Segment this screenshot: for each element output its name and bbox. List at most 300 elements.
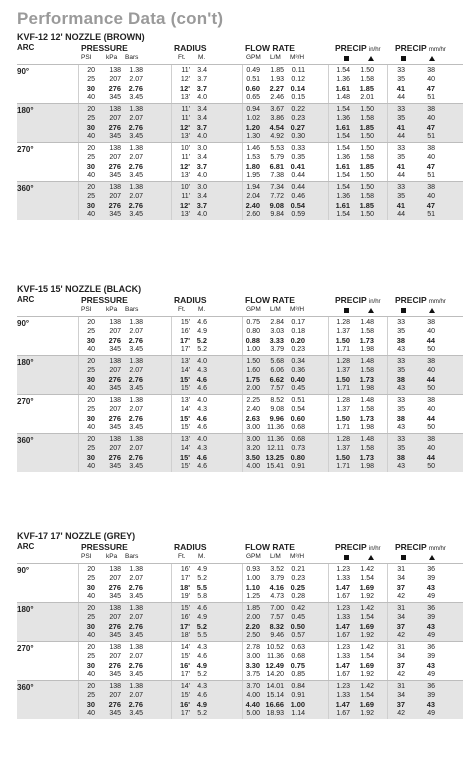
table-cell: 31: [397, 644, 405, 651]
table-cell: 0.60: [245, 84, 260, 93]
arc-group: [17, 641, 463, 680]
table-cell: 5.68: [270, 358, 284, 365]
table-cell: 3.45: [129, 593, 143, 600]
precip-in-header: [335, 43, 381, 55]
table-cell: 3.45: [129, 346, 143, 353]
table-cell: 11.36: [267, 424, 284, 431]
table-cell: 12.11: [267, 445, 284, 452]
table-cell: 276: [108, 622, 121, 631]
pressure-header: PRESSURE: [81, 295, 128, 305]
table-cell: 1.73: [359, 414, 374, 423]
nozzle-section: [17, 32, 463, 220]
table-cell: 1.71: [336, 385, 350, 392]
table-cell: 40: [87, 463, 95, 470]
flow-header: FLOW RATE: [245, 295, 295, 305]
arc-group: [17, 103, 463, 142]
arc-label: 90°: [17, 566, 30, 575]
table-cell: 0.75: [290, 661, 305, 670]
table-cell: 13': [180, 358, 190, 365]
table-cell: 0.57: [291, 632, 305, 639]
table-cell: 1.69: [359, 583, 374, 592]
table-cell: 38: [427, 436, 435, 443]
table-cell: 138: [109, 67, 121, 74]
table-cell: 4.9: [197, 566, 207, 573]
table-row: [17, 75, 463, 84]
table-cell: 1.54: [360, 575, 374, 582]
table-cell: 1.48: [336, 94, 350, 101]
table-cell: 40: [427, 154, 435, 161]
table-cell: 1.61: [335, 84, 350, 93]
arc-group: [17, 433, 463, 472]
table-cell: 0.35: [291, 154, 305, 161]
table-cell: 2.07: [129, 367, 143, 374]
table-cell: 0.51: [291, 397, 305, 404]
table-cell: 1.10: [245, 583, 260, 592]
table-cell: 2.78: [246, 644, 260, 651]
table-cell: 3.45: [129, 133, 143, 140]
table-cell: 4.0: [197, 397, 207, 404]
table-cell: 35: [397, 76, 405, 83]
table-cell: 20: [87, 319, 95, 326]
table-row: [17, 670, 463, 679]
table-cell: 0.44: [291, 184, 305, 191]
table-cell: 25: [87, 115, 95, 122]
table-cell: 1.61: [335, 201, 350, 210]
table-cell: 35: [397, 406, 405, 413]
table-cell: 43: [397, 424, 405, 431]
table-cell: 51: [427, 211, 435, 218]
precip-in-title: PRECIP: [335, 43, 367, 53]
table-row: [17, 414, 463, 423]
table-cell: 1.85: [359, 123, 374, 132]
table-cell: 4.9: [197, 328, 207, 335]
table-cell: 138: [109, 605, 121, 612]
table-cell: 0.93: [246, 566, 260, 573]
table-cell: 207: [109, 154, 121, 161]
table-row: [17, 444, 463, 453]
table-cell: 2.07: [129, 575, 143, 582]
table-cell: 30: [86, 453, 95, 462]
arc-label: 270°: [17, 145, 34, 154]
pressure-unit-label: Bars: [125, 306, 139, 313]
table-cell: 25: [87, 328, 95, 335]
table-cell: 0.23: [291, 346, 305, 353]
table-cell: 1.58: [360, 328, 374, 335]
table-cell: 3.7: [196, 123, 207, 132]
triangle-spacing-icon: [368, 554, 374, 563]
table-cell: 1.69: [359, 700, 374, 709]
table-cell: 2.07: [129, 445, 143, 452]
table-cell: 33: [397, 358, 405, 365]
table-cell: 49: [427, 710, 435, 717]
table-cell: 0.54: [290, 201, 305, 210]
table-cell: 0.68: [291, 424, 305, 431]
table-cell: 38: [427, 319, 435, 326]
table-cell: 0.75: [246, 319, 260, 326]
table-cell: 3.45: [129, 463, 143, 470]
table-cell: 4.9: [196, 700, 207, 709]
precip-mm-unit: mm/hr: [428, 47, 446, 53]
table-cell: 33: [397, 436, 405, 443]
table-cell: 13': [180, 172, 190, 179]
arc-label: 180°: [17, 605, 34, 614]
table-cell: 1.47: [335, 583, 350, 592]
table-cell: 2.07: [129, 614, 143, 621]
table-cell: 9.08: [269, 201, 284, 210]
table-cell: 25: [87, 154, 95, 161]
table-cell: 2.07: [129, 653, 143, 660]
table-cell: 1.73: [359, 453, 374, 462]
table-cell: 1.58: [360, 115, 374, 122]
section-title: KVF-15 15' NOZZLE (BLACK): [17, 284, 142, 294]
table-cell: 51: [427, 172, 435, 179]
table-cell: 4.6: [197, 605, 207, 612]
arc-group: [17, 142, 463, 181]
table-cell: 207: [109, 575, 121, 582]
table-cell: 39: [427, 692, 435, 699]
arc-header: ARC: [17, 43, 35, 52]
table-cell: 0.91: [291, 463, 305, 470]
table-cell: 2.07: [129, 193, 143, 200]
table-row: [17, 453, 463, 462]
table-cell: 35: [397, 328, 405, 335]
table-cell: 1.73: [359, 336, 374, 345]
flow-header: FLOW RATE: [245, 542, 295, 552]
table-cell: 1.00: [246, 575, 260, 582]
table-cell: 4.6: [197, 692, 207, 699]
table-cell: 38: [396, 453, 405, 462]
pressure-unit-label: kPa: [106, 54, 118, 61]
page-title: Performance Data (con't): [17, 9, 224, 28]
table-cell: 1.98: [360, 385, 374, 392]
table-cell: 138: [109, 683, 121, 690]
table-cell: 31: [397, 566, 405, 573]
table-cell: 5.8: [197, 593, 207, 600]
table-cell: 1.50: [360, 184, 374, 191]
table-cell: 25: [87, 193, 95, 200]
table-row: [17, 682, 463, 691]
table-cell: 4.6: [197, 424, 207, 431]
table-cell: 3.52: [270, 566, 284, 573]
square-spacing-icon: [344, 55, 349, 64]
table-cell: 138: [109, 106, 121, 113]
table-cell: 25: [87, 76, 95, 83]
triangle-spacing-icon: [429, 55, 435, 64]
table-cell: 19': [180, 593, 190, 600]
pressure-unit-label: PSI: [81, 553, 92, 560]
arc-label: 270°: [17, 397, 34, 406]
table-row: [17, 318, 463, 327]
table-cell: 4.6: [197, 653, 207, 660]
table-cell: 2.76: [128, 453, 143, 462]
table-cell: 10': [180, 184, 190, 191]
table-cell: 1.54: [336, 106, 350, 113]
table-cell: 1.33: [336, 614, 350, 621]
table-cell: 13': [180, 133, 190, 140]
table-cell: 2.40: [246, 406, 260, 413]
table-cell: 35: [397, 154, 405, 161]
table-cell: 207: [109, 406, 121, 413]
table-cell: 207: [109, 193, 121, 200]
table-cell: 1.23: [336, 566, 350, 573]
table-cell: 3.75: [246, 671, 260, 678]
table-cell: 3.4: [197, 154, 207, 161]
table-cell: 17': [180, 575, 190, 582]
table-cell: 11': [181, 106, 190, 113]
table-cell: 4.3: [197, 644, 207, 651]
table-cell: 15': [180, 375, 190, 384]
table-cell: 2.76: [128, 201, 143, 210]
precip-in-unit: in/hr: [368, 299, 381, 305]
table-cell: 5.79: [270, 154, 284, 161]
table-cell: 3.33: [269, 336, 284, 345]
table-cell: 15': [180, 385, 190, 392]
table-row: [17, 423, 463, 432]
table-cell: 1.42: [360, 605, 374, 612]
table-cell: 0.68: [291, 436, 305, 443]
table-cell: 5.2: [197, 710, 207, 717]
table-cell: 4.3: [197, 445, 207, 452]
triangle-spacing-icon-shape: [429, 56, 435, 61]
table-cell: 1.28: [336, 436, 350, 443]
table-cell: 3.0: [197, 184, 207, 191]
table-cell: 13': [180, 397, 190, 404]
table-cell: 0.11: [291, 67, 305, 74]
arc-group: [17, 602, 463, 641]
table-cell: 1.38: [129, 106, 143, 113]
table-cell: 207: [109, 445, 121, 452]
table-cell: 0.42: [291, 605, 305, 612]
table-cell: 4.0: [197, 211, 207, 218]
table-cell: 41: [396, 84, 405, 93]
table-cell: 3.7: [196, 162, 207, 171]
table-cell: 345: [109, 172, 121, 179]
table-row: [17, 565, 463, 574]
table-cell: 1.54: [360, 692, 374, 699]
table-cell: 42: [397, 593, 405, 600]
table-cell: 1.42: [360, 683, 374, 690]
table-cell: 207: [109, 115, 121, 122]
table-cell: 30: [86, 201, 95, 210]
table-cell: 20: [87, 644, 95, 651]
table-cell: 40: [87, 632, 95, 639]
table-cell: 4.40: [245, 700, 260, 709]
table-cell: 44: [426, 414, 435, 423]
arc-group: [17, 355, 463, 394]
table-cell: 6.81: [269, 162, 284, 171]
table-cell: 42: [397, 710, 405, 717]
table-cell: 2.76: [128, 661, 143, 670]
table-cell: 7.38: [270, 172, 284, 179]
table-cell: 38: [427, 397, 435, 404]
table-cell: 1.58: [360, 76, 374, 83]
table-cell: 1.85: [246, 605, 260, 612]
table-cell: 11': [181, 67, 190, 74]
table-cell: 3.7: [196, 84, 207, 93]
table-cell: 14': [180, 683, 190, 690]
table-cell: 4.92: [270, 133, 284, 140]
table-cell: 40: [87, 593, 95, 600]
table-cell: 3.45: [129, 632, 143, 639]
table-cell: 4.3: [197, 367, 207, 374]
table-cell: 12': [180, 76, 190, 83]
table-cell: 20: [87, 184, 95, 191]
table-cell: 3.4: [197, 115, 207, 122]
table-cell: 44: [397, 172, 405, 179]
table-cell: 4.6: [197, 463, 207, 470]
arc-group: [17, 64, 463, 103]
table-cell: 2.25: [246, 397, 260, 404]
square-spacing-icon-shape: [401, 308, 406, 313]
table-cell: 4.73: [270, 593, 284, 600]
square-spacing-icon: [401, 55, 406, 64]
triangle-spacing-icon-shape: [429, 555, 435, 560]
table-cell: 1.36: [336, 193, 350, 200]
table-cell: 38: [427, 106, 435, 113]
table-cell: 1.00: [290, 700, 305, 709]
table-cell: 0.65: [246, 94, 260, 101]
table-cell: 1.47: [335, 700, 350, 709]
square-spacing-icon: [401, 554, 406, 563]
table-cell: 1.00: [246, 346, 260, 353]
arc-group: [17, 316, 463, 355]
table-cell: 3.00: [246, 653, 260, 660]
table-row: [17, 114, 463, 123]
table-cell: 33: [397, 106, 405, 113]
table-cell: 2.76: [128, 700, 143, 709]
table-cell: 9.08: [270, 406, 284, 413]
table-cell: 3.20: [246, 445, 260, 452]
table-cell: 11': [181, 193, 190, 200]
table-cell: 11': [181, 154, 190, 161]
table-cell: 138: [109, 358, 121, 365]
precip-mm-header: [395, 43, 446, 55]
table-cell: 1.67: [336, 710, 350, 717]
table-cell: 276: [108, 700, 121, 709]
table-cell: 30: [86, 661, 95, 670]
nozzle-section: [17, 284, 463, 472]
table-cell: 1.95: [246, 172, 260, 179]
table-cell: 138: [109, 145, 121, 152]
table-row: [17, 691, 463, 700]
table-cell: 9.46: [270, 632, 284, 639]
table-cell: 276: [108, 583, 121, 592]
table-cell: 9.96: [269, 414, 284, 423]
table-cell: 36: [427, 683, 435, 690]
precip-in-unit: in/hr: [368, 47, 381, 53]
triangle-spacing-icon-shape: [368, 308, 374, 313]
table-cell: 3.45: [129, 424, 143, 431]
table-cell: 2.76: [128, 414, 143, 423]
table-cell: 1.67: [336, 671, 350, 678]
table-cell: 1.30: [246, 133, 260, 140]
table-cell: 40: [87, 424, 95, 431]
arc-label: 90°: [17, 319, 30, 328]
table-cell: 4.6: [196, 375, 207, 384]
table-cell: 17': [180, 622, 190, 631]
table-cell: 207: [109, 328, 121, 335]
table-cell: 1.38: [129, 145, 143, 152]
table-cell: 1.80: [245, 162, 260, 171]
table-cell: 1.50: [360, 67, 374, 74]
arc-label: 360°: [17, 184, 34, 193]
arc-group: [17, 680, 463, 719]
table-cell: 40: [427, 328, 435, 335]
table-cell: 30: [86, 414, 95, 423]
table-cell: 0.17: [291, 319, 305, 326]
arc-label: 90°: [17, 67, 30, 76]
table-cell: 17': [180, 710, 190, 717]
table-header: [17, 542, 463, 563]
table-cell: 2.07: [129, 154, 143, 161]
table-cell: 15': [180, 692, 190, 699]
table-cell: 15': [180, 424, 190, 431]
table-cell: 43: [426, 700, 435, 709]
table-cell: 3.30: [245, 661, 260, 670]
table-row: [17, 336, 463, 345]
table-cell: 1.50: [360, 145, 374, 152]
table-cell: 1.23: [336, 683, 350, 690]
flow-unit-label: L/M: [270, 553, 281, 560]
table-cell: 1.37: [336, 328, 350, 335]
table-cell: 15': [180, 653, 190, 660]
arc-label: 180°: [17, 106, 34, 115]
radius-header: RADIUS: [174, 43, 207, 53]
table-cell: 1.50: [335, 336, 350, 345]
table-cell: 44: [426, 375, 435, 384]
table-cell: 1.38: [129, 319, 143, 326]
table-cell: 30: [86, 162, 95, 171]
table-cell: 276: [108, 162, 121, 171]
section-title: KVF-17 17' NOZZLE (GREY): [17, 531, 136, 541]
table-cell: 1.85: [359, 201, 374, 210]
table-cell: 0.22: [291, 106, 305, 113]
precip-in-unit: in/hr: [368, 546, 381, 552]
table-cell: 2.76: [128, 162, 143, 171]
table-cell: 1.37: [336, 406, 350, 413]
table-cell: 35: [397, 193, 405, 200]
table-cell: 44: [397, 133, 405, 140]
table-cell: 1.28: [336, 358, 350, 365]
table-cell: 1.98: [360, 346, 374, 353]
table-cell: 16.66: [265, 700, 284, 709]
table-cell: 40: [87, 710, 95, 717]
table-cell: 1.58: [360, 193, 374, 200]
arc-group: [17, 181, 463, 220]
table-cell: 1.33: [336, 692, 350, 699]
square-spacing-icon: [344, 307, 349, 316]
table-cell: 1.73: [359, 375, 374, 384]
table-cell: 43: [426, 661, 435, 670]
table-cell: 5.2: [197, 575, 207, 582]
table-cell: 42: [397, 632, 405, 639]
table-cell: 3.86: [270, 115, 284, 122]
table-cell: 1.38: [129, 644, 143, 651]
square-spacing-icon-shape: [344, 56, 349, 61]
table-cell: 0.84: [291, 683, 305, 690]
table-row: [17, 153, 463, 162]
table-cell: 8.52: [270, 397, 284, 404]
table-cell: 0.50: [290, 622, 305, 631]
flow-unit-label: M³/H: [290, 54, 305, 61]
table-cell: 50: [427, 463, 435, 470]
table-cell: 7.57: [270, 614, 284, 621]
table-cell: 1.50: [246, 358, 260, 365]
precip-mm-unit: mm/hr: [428, 546, 446, 552]
table-cell: 25: [87, 445, 95, 452]
table-cell: 1.85: [359, 162, 374, 171]
table-cell: 1.36: [336, 115, 350, 122]
